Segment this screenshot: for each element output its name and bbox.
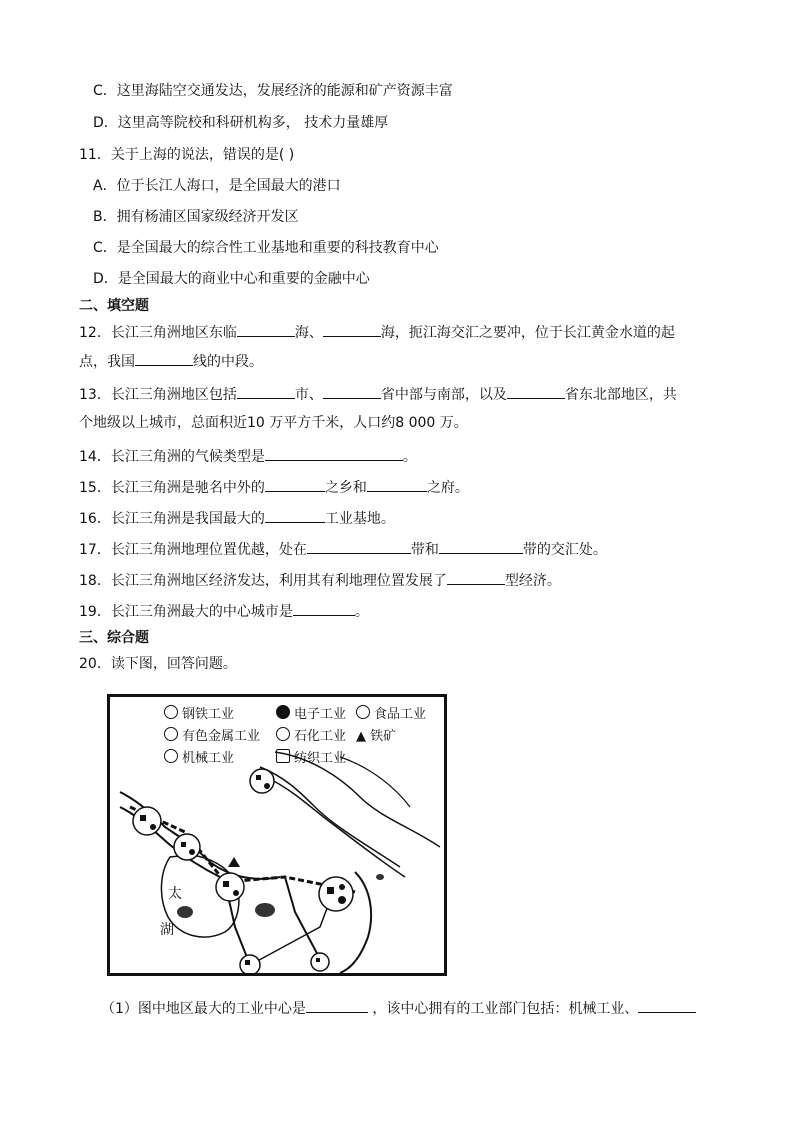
legend-label: 食品工业 <box>374 707 427 722</box>
section-title-comprehensive: 三、综合题 <box>79 630 149 646</box>
q11-option-d: D．是全国最大的商业中心和重要的金融中心 <box>93 271 370 287</box>
q15 <box>79 477 469 498</box>
q11-option-a: A．位于长江人海口，是全国最大的港口 <box>93 178 341 194</box>
petrochemical-icon <box>276 727 290 741</box>
q19-text-2: 。 <box>354 604 369 620</box>
lake-label-2: 湖 <box>160 922 174 938</box>
q13-blank-2[interactable] <box>323 384 381 399</box>
q13-line2: 个地级以上城市，总面积近10 万平方千米，人口约8 000 万。 <box>79 415 468 431</box>
legend-electronics <box>276 703 346 722</box>
q10-option-c: C．这里海陆空交通发达，发展经济的能源和矿产资源丰富 <box>93 83 453 99</box>
legend-nonferrous <box>164 725 260 744</box>
legend-label: 有色金属工业 <box>182 729 261 744</box>
legend-label: 铁矿 <box>370 729 397 744</box>
industry-center <box>174 834 200 860</box>
legend-textile <box>276 747 346 766</box>
q12-blank-1[interactable] <box>237 322 295 337</box>
electronics-icon <box>276 705 290 719</box>
q12-text-2: 海、 <box>294 325 323 341</box>
q15-text-2: 之乡和 <box>324 480 367 496</box>
legend-food <box>356 703 426 722</box>
q20-sub1-text-2: ，该中心拥有的工业部门包括：机械工业、 <box>372 1001 639 1017</box>
q15-text-3: 之府。 <box>426 480 469 496</box>
q15-text-1: 15．长江三角洲是驰名中外的 <box>79 480 265 496</box>
q15-blank-1[interactable] <box>265 477 325 492</box>
q14-text-1: 14．长江三角洲的气候类型是 <box>79 449 265 465</box>
q19-text-1: 19．长江三角洲最大的中心城市是 <box>79 604 293 620</box>
triangle-icon: ▲ <box>356 729 371 744</box>
q16 <box>79 508 395 529</box>
q20-sub1-blank-2[interactable] <box>638 998 696 1013</box>
q16-text-1: 16．长江三角洲是我国最大的 <box>79 511 265 527</box>
q13-text-1: 13．长江三角洲地区包括 <box>79 387 237 403</box>
q14-text-2: 。 <box>402 449 417 465</box>
steel-icon <box>164 705 178 719</box>
q10-option-d: D．这里高等院校和科研机构多， 技术力量雄厚 <box>93 115 389 131</box>
q12-line2 <box>79 351 263 372</box>
legend-label: 钢铁工业 <box>182 707 235 722</box>
q20-sub1 <box>101 998 696 1019</box>
q12-line1 <box>79 322 675 343</box>
q17 <box>79 539 607 560</box>
q17-blank-2[interactable] <box>439 539 523 554</box>
q16-blank[interactable] <box>265 508 325 523</box>
q11-option-b: B．拥有杨浦区国家级经济开发区 <box>93 209 299 225</box>
q11-stem: 11．关于上海的说法，错误的是( ) <box>79 147 295 163</box>
food-icon <box>356 705 370 719</box>
industry-map <box>107 694 447 976</box>
industry-center <box>216 873 244 901</box>
q14-blank[interactable] <box>265 446 403 461</box>
q11-option-c: C．是全国最大的综合性工业基地和重要的科技教育中心 <box>93 240 439 256</box>
q19-blank[interactable] <box>293 601 355 616</box>
q17-blank-1[interactable] <box>307 539 411 554</box>
q18-text-2: 型经济。 <box>504 573 561 589</box>
q12-blank-2[interactable] <box>323 322 381 337</box>
q18-text-1: 18．长江三角洲地区经济发达，利用其有利地理位置发展了 <box>79 573 447 589</box>
q17-text-1: 17．长江三角洲地理位置优越，处在 <box>79 542 307 558</box>
textile-icon <box>276 749 290 763</box>
q13-blank-1[interactable] <box>237 384 295 399</box>
section-title-fill-in: 二、填空题 <box>79 298 149 314</box>
q12-text-5: 线的中段。 <box>193 354 263 370</box>
q14 <box>79 446 417 467</box>
q18 <box>79 570 561 591</box>
q13-blank-3[interactable] <box>507 384 565 399</box>
legend-steel <box>164 703 234 722</box>
q20-sub1-blank-1[interactable] <box>306 998 368 1013</box>
q19 <box>79 601 369 622</box>
industry-center-shanghai <box>319 877 353 911</box>
q20-stem: 20．读下图，回答问题。 <box>79 656 237 672</box>
q13-text-2: 市、 <box>294 387 323 403</box>
q20-sub1-text-1: （1）图中地区最大的工业中心是 <box>101 1001 306 1017</box>
legend-iron-mine <box>356 725 396 744</box>
lake-label-1: 太 <box>168 886 182 902</box>
legend-label: 电子工业 <box>294 707 347 722</box>
nonferrous-metal-icon <box>164 727 178 741</box>
q13-text-3: 省中部与南部，以及 <box>380 387 507 403</box>
industry-center <box>240 955 260 973</box>
legend-petrochemical <box>276 725 346 744</box>
q17-text-2: 带和 <box>410 542 439 558</box>
q18-blank[interactable] <box>447 570 505 585</box>
q16-text-2: 工业基地。 <box>324 511 395 527</box>
industry-center <box>250 769 274 793</box>
legend-label: 纺织工业 <box>294 751 347 766</box>
industry-center <box>133 807 161 835</box>
q15-blank-2[interactable] <box>367 477 427 492</box>
legend-machinery <box>164 747 234 766</box>
q13-line1 <box>79 384 677 405</box>
legend-label: 石化工业 <box>294 729 347 744</box>
q12-blank-3[interactable] <box>135 351 193 366</box>
q12-text-3: 海，扼江海交汇之要冲，位于长江黄金水道的起 <box>380 325 675 341</box>
q17-text-3: 带的交汇处。 <box>522 542 607 558</box>
legend-label: 机械工业 <box>182 751 235 766</box>
q13-text-4: 省东北部地区，共 <box>564 387 677 403</box>
q12-text-1: 12．长江三角洲地区东临 <box>79 325 237 341</box>
machinery-icon <box>164 749 178 763</box>
industry-center <box>311 953 329 971</box>
q12-text-4: 点，我国 <box>79 354 135 370</box>
